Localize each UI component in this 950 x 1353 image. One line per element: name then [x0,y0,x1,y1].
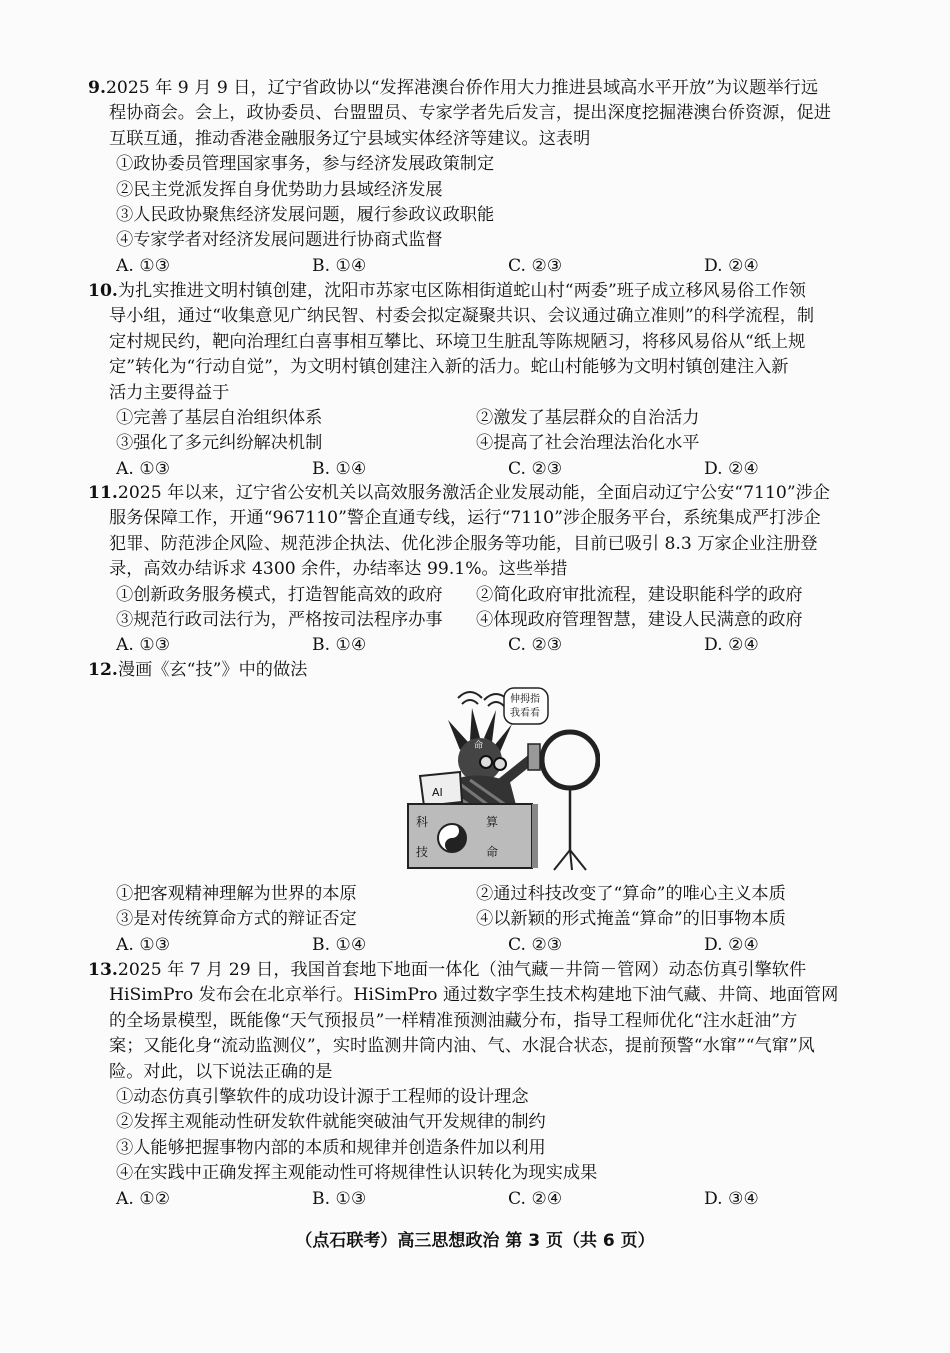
q11-stem-line: 录，高效办结诉求 4300 余件，办结率达 99.1%。这些举措 [109,559,568,580]
q11-stem-line: 2025 年以来，辽宁省公安机关以高效服务激活企业发展动能，全面启动辽宁公安“7110”涉企 [117,483,830,503]
q10-stem-line: 活力主要得益于 [109,382,230,403]
q10-option-3: ③强化了多元纠纷解决机制 [116,433,323,454]
q11-answer-a: A. ①③ [116,635,171,656]
q12-answer-d: D. ②④ [704,934,759,955]
q12-number: 12. [88,660,118,680]
q9-option-4: ④专家学者对经济发展问题进行协商式监督 [116,230,443,251]
q9-option-1: ①政协委员管理国家事务，参与经济发展政策制定 [116,154,495,175]
q12-answer-a: A. ①③ [116,934,171,955]
q13-option-3: ③人能够把握事物内部的本质和规律并创造条件加以利用 [116,1137,546,1158]
question-10 [88,279,908,482]
q9-answers [88,254,908,279]
q10-option-4: ④提高了社会治理法治化水平 [476,433,700,454]
q10-stem-line: 为扎实推进文明村镇创建，沈阳市苏家屯区陈相街道蛇山村“两委”班子成立移风易俗工作领 [117,281,806,301]
q12-answer-b: B. ①④ [312,934,367,955]
q9-answer-d: D. ②④ [704,255,759,276]
q11-answer-c: C. ②③ [508,635,563,656]
q9-number: 9. [88,78,106,98]
q12-answers [88,933,908,958]
q13-stem [88,958,908,1085]
q11-option-2: ②简化政府审批流程，建设职能科学的政府 [476,584,803,605]
q12-option-row [88,882,908,907]
question-11 [88,481,908,659]
q13-stem-line: 案；又能化身“流动监测仪”，实时监测井筒内油、气、水混合状态，提前预警“水窜”“气窜”风 [109,1036,815,1057]
q11-option-1: ①创新政务服务模式，打造智能高效的政府 [116,584,443,605]
desk-left-top: 科 [416,815,429,829]
q11-stem-line: 犯罪、防范涉企风险、规范涉企执法、优化涉企服务等功能，目前已吸引 8.3 万家企业注册登 [109,533,818,554]
q9-option-3: ③人民政协聚焦经济发展问题，履行参政议政职能 [116,205,495,226]
q10-number: 10. [88,281,118,301]
q13-number: 13. [88,960,118,980]
q13-option-2: ②发挥主观能动性研发软件就能突破油气开发规律的制约 [116,1112,546,1133]
q11-option-3: ③规范行政司法行为，严格按司法程序办事 [116,610,443,631]
laptop-label: AI [432,786,443,799]
q13-stem-line: 险。对此，以下说法正确的是 [109,1061,333,1082]
q13-answer-a: A. ①② [116,1188,171,1209]
q10-stem [88,279,908,406]
q11-option-row [88,583,908,608]
q13-answer-b: B. ①③ [312,1188,367,1209]
desk-right-bottom: 命 [486,845,499,859]
q10-answer-a: A. ①③ [116,458,171,479]
q11-option-4: ④体现政府管理智慧，建设人民满意的政府 [476,610,803,631]
q11-number: 11. [88,483,118,503]
q12-option-1: ①把客观精神理解为世界的本原 [116,884,357,904]
q11-answers [88,633,908,658]
cartoon-illustration [400,680,600,872]
desk-right-top: 算 [486,815,499,829]
q10-answer-b: B. ①④ [312,458,367,479]
q9-stem [88,76,908,152]
q12-option-3: ③是对传统算命方式的辩证否定 [116,909,357,930]
q9-answer-a: A. ①③ [116,255,171,276]
speech-line-1: 伸拇指 [510,694,540,705]
q10-stem-line: 导小组，通过“收集意见广纳民智、村委会拟定凝聚共识、会议通过确立准则”的科学流程，制 [109,306,815,327]
q10-option-2: ②激发了基层群众的自治活力 [476,408,700,429]
q12-option-2: ②通过科技改变了“算命”的唯心主义本质 [476,884,786,904]
q13-answer-c: C. ②④ [508,1188,563,1209]
hat-label: 命 [474,741,484,751]
q10-option-1: ①完善了基层自治组织体系 [116,408,323,429]
q12-answer-c: C. ②③ [508,934,563,955]
q9-option-2: ②民主党派发挥自身优势助力县域经济发展 [116,179,443,200]
q13-stem-line: HiSimPro 发布会在北京举行。HiSimPro 通过数字孪生技术构建地下油气藏、井筒、地面管网 [109,985,839,1006]
q10-option-row [88,406,908,431]
q10-stem-line: 定村规民约，靶向治理红白喜事相互攀比、环境卫生脏乱等陈规陋习，将移风易俗从“纸上规 [109,331,806,352]
q13-option-4: ④在实践中正确发挥主观能动性可将规律性认识转化为现实成果 [116,1163,598,1184]
q11-answer-b: B. ①④ [312,635,367,656]
q10-stem-line: 定”转化为“行动自觉”，为文明村镇创建注入新的活力。蛇山村能够为文明村镇创建注入新 [109,357,789,378]
question-12-options [88,882,908,958]
question-9 [88,76,908,279]
page-footer: （点石联考）高三思想政治 第 3 页（共 6 页） [295,1231,655,1251]
q9-stem-line: 互联互通，推动香港金融服务辽宁县域实体经济等建议。这表明 [109,128,591,149]
q11-stem [88,481,908,583]
q9-answer-c: C. ②③ [508,255,563,276]
q11-stem-line: 服务保障工作，开通“967110”警企直通专线，运行“7110”涉企服务平台，系统集成严打涉企 [109,508,821,529]
q12-option-4: ④以新颖的形式掩盖“算命”的旧事物本质 [476,909,786,930]
q12-stem-text: 漫画《玄“技”》中的做法 [117,660,308,680]
q10-answer-d: D. ②④ [704,458,759,479]
q9-stem-line: 程协商会。会上，政协委员、台盟盟员、专家学者先后发言，提出深度挖掘港澳台侨资源，促进 [109,103,831,124]
desk-left-bottom: 技 [416,845,429,859]
q10-option-row [88,431,908,456]
speech-line-2: 我看看 [510,708,540,719]
q11-option-row [88,608,908,633]
q12-option-row [88,907,908,932]
cartoon-xuan-ji [400,680,600,872]
q9-stem-line: 2025 年 9 月 9 日，辽宁省政协以“发挥港澳台侨作用大力推进县域高水平开放”为议题举行远 [105,78,819,98]
q13-stem-line: 的全场景模型，既能像“天气预报员”一样精准预测油藏分布，指导工程师优化“注水赶油”方 [109,1010,798,1031]
q13-answers [88,1187,908,1212]
q13-option-1: ①动态仿真引擎软件的成功设计源于工程师的设计理念 [116,1087,529,1108]
q13-answer-d: D. ③④ [704,1188,759,1209]
q13-stem-line: 2025 年 7 月 29 日，我国首套地下地面一体化（油气藏－井筒－管网）动态仿真引擎软件 [117,960,807,980]
q9-answer-b: B. ①④ [312,255,367,276]
q10-answer-c: C. ②③ [508,458,563,479]
question-13 [88,958,908,1212]
q10-answers [88,457,908,482]
q11-answer-d: D. ②④ [704,635,759,656]
